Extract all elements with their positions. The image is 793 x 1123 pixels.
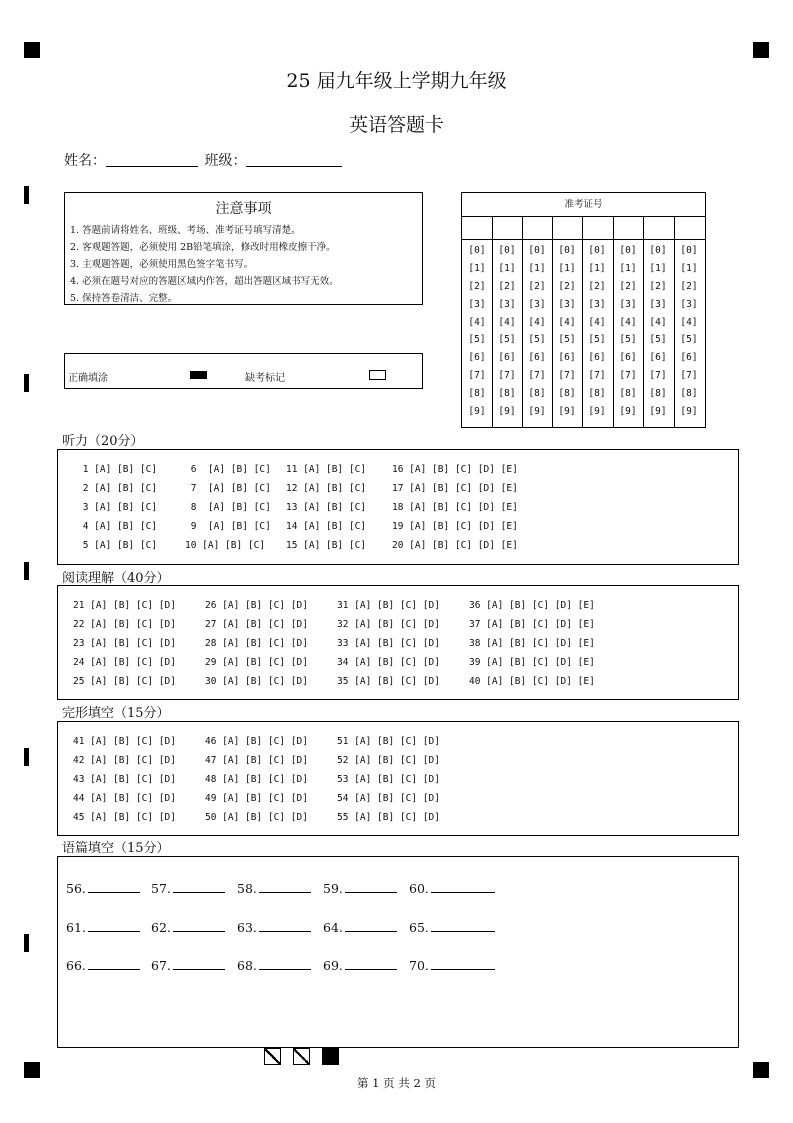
blank-number: 57. [151, 881, 171, 896]
blank-line[interactable] [173, 931, 225, 932]
admission-digit-bubble[interactable]: [3] [680, 298, 698, 310]
notice-item: 5. 保持答卷清洁、完整。 [70, 293, 178, 304]
admission-digit-bubble[interactable]: [8] [468, 388, 486, 400]
admission-digit-bubble[interactable]: [2] [619, 280, 637, 292]
answer-row[interactable]: 55 [A] [B] [C] [D] [337, 812, 440, 823]
blank-line[interactable] [88, 892, 140, 893]
admission-digit-bubble[interactable]: [0] [468, 245, 486, 256]
fill-blank[interactable] [151, 881, 225, 896]
admission-digit-bubble[interactable]: [2] [649, 280, 667, 292]
name-label: 姓名： [64, 153, 106, 169]
admission-digit-bubble[interactable]: [3] [558, 298, 576, 310]
admission-digit-bubble[interactable]: [9] [498, 406, 516, 418]
admission-digit-bubble[interactable]: [0] [588, 245, 606, 256]
answer-row[interactable]: 24 [A] [B] [C] [D] [73, 657, 176, 668]
answer-row[interactable]: 47 [A] [B] [C] [D] [205, 755, 308, 766]
correct-fill-label: 正确填涂 [68, 373, 108, 384]
blank-line[interactable] [345, 969, 397, 970]
corner-mark-top-right [753, 42, 769, 58]
answer-row[interactable]: 43 [A] [B] [C] [D] [73, 774, 176, 785]
class-field[interactable] [246, 152, 342, 167]
cloze-box [57, 721, 739, 836]
blank-number: 67. [151, 958, 171, 973]
answer-row[interactable]: 7 [A] [B] [C] [185, 483, 271, 494]
admission-digit-column [643, 242, 673, 427]
answer-row[interactable]: 48 [A] [B] [C] [D] [205, 774, 308, 785]
answer-row[interactable]: 38 [A] [B] [C] [D] [E] [469, 638, 595, 649]
admission-digit-bubble[interactable]: [6] [498, 352, 516, 364]
passage-label: 语篇填空（15分） [62, 841, 170, 856]
passage-box [57, 856, 739, 1048]
admission-title: 准考证号 [462, 193, 705, 217]
blank-number: 70. [409, 958, 429, 973]
admission-digit-column [522, 242, 552, 427]
admission-digit-bubble[interactable]: [5] [558, 334, 576, 346]
fill-blank[interactable] [409, 958, 495, 973]
correct-fill-sample [190, 371, 207, 379]
admission-digit-bubble[interactable]: [2] [588, 280, 606, 292]
reading-label: 阅读理解（40分） [62, 571, 170, 586]
admission-digit-bubble[interactable]: [7] [468, 370, 486, 382]
answer-row[interactable]: 54 [A] [B] [C] [D] [337, 793, 440, 804]
answer-row[interactable]: 15 [A] [B] [C] [286, 540, 367, 551]
admission-digit-column [582, 242, 612, 427]
listening-col [286, 460, 366, 555]
blank-line[interactable] [259, 892, 311, 893]
admission-digit-bubble[interactable]: [3] [468, 298, 486, 310]
admission-digit-bubble[interactable]: [5] [619, 334, 637, 346]
admission-digit-bubble[interactable]: [0] [558, 245, 576, 256]
blank-number: 58. [237, 881, 257, 896]
answer-row[interactable]: 53 [A] [B] [C] [D] [337, 774, 440, 785]
blank-line[interactable] [431, 892, 495, 893]
admission-digit-bubble[interactable]: [2] [498, 280, 516, 292]
answer-row[interactable]: 21 [A] [B] [C] [D] [73, 600, 176, 611]
fill-blank[interactable] [151, 958, 225, 973]
admission-digit-bubble[interactable]: [9] [649, 406, 667, 418]
admission-digit-column [613, 242, 643, 427]
fill-blank[interactable] [237, 920, 311, 935]
admission-digit-bubble[interactable]: [8] [498, 388, 516, 400]
timing-mark [24, 748, 29, 766]
admission-digit-bubble[interactable]: [2] [558, 280, 576, 292]
admission-digit-bubble[interactable]: [9] [558, 406, 576, 418]
absent-mark-label: 缺考标记 [245, 373, 285, 384]
timing-mark [24, 186, 29, 204]
cloze-col [73, 732, 176, 827]
admission-digit-bubble[interactable]: [8] [558, 388, 576, 400]
blank-number: 63. [237, 920, 257, 935]
admission-digit-bubble[interactable]: [5] [528, 334, 546, 346]
admission-digit-bubble[interactable]: [1] [528, 262, 546, 274]
answer-row[interactable]: 27 [A] [B] [C] [D] [205, 619, 308, 630]
name-class-row [64, 150, 342, 170]
answer-row[interactable]: 37 [A] [B] [C] [D] [E] [469, 619, 595, 630]
admission-digit-bubble[interactable]: [3] [649, 298, 667, 310]
admission-digit-bubble[interactable]: [3] [528, 298, 546, 310]
answer-row[interactable]: 1 [A] [B] [C] [77, 464, 158, 475]
admission-digit-bubble[interactable]: [5] [498, 334, 516, 346]
admission-digit-bubble[interactable]: [7] [528, 370, 546, 382]
blank-line[interactable] [173, 969, 225, 970]
blank-number: 60. [409, 881, 429, 896]
admission-digit-bubble[interactable]: [4] [558, 316, 576, 328]
admission-digit-bubble[interactable]: [9] [619, 406, 637, 418]
blank-number: 69. [323, 958, 343, 973]
reading-col [205, 596, 308, 691]
admission-digit-bubble[interactable]: [0] [649, 245, 667, 256]
admission-digit-bubble[interactable]: [1] [468, 262, 486, 274]
admission-digit-bubble[interactable]: [4] [619, 316, 637, 328]
admission-digit-bubble[interactable]: [9] [588, 406, 606, 418]
blank-line[interactable] [431, 931, 495, 932]
notice-item: 4. 必须在题号对应的答题区域内作答，超出答题区域书写无效。 [70, 276, 339, 287]
admission-digit-bubble[interactable]: [5] [680, 334, 698, 346]
answer-row[interactable]: 16 [A] [B] [C] [D] [E] [392, 464, 518, 475]
fill-blank[interactable] [323, 881, 397, 896]
cloze-col [205, 732, 308, 827]
answer-row[interactable]: 49 [A] [B] [C] [D] [205, 793, 308, 804]
admission-digit-bubble[interactable]: [6] [528, 352, 546, 364]
answer-row[interactable]: 32 [A] [B] [C] [D] [337, 619, 440, 630]
admission-digit-bubble[interactable]: [5] [588, 334, 606, 346]
admission-digit-bubble[interactable]: [6] [619, 352, 637, 364]
admission-digit-bubble[interactable]: [4] [468, 316, 486, 328]
notice-item: 3. 主观题答题，必须使用黑色签字笔书写。 [70, 259, 254, 270]
answer-row[interactable]: 33 [A] [B] [C] [D] [337, 638, 440, 649]
answer-row[interactable]: 17 [A] [B] [C] [D] [E] [392, 483, 518, 494]
reading-col [73, 596, 176, 691]
admission-digit-bubble[interactable]: [6] [588, 352, 606, 364]
admission-digit-bubble[interactable]: [4] [680, 316, 698, 328]
blank-number: 66. [66, 958, 86, 973]
admission-digit-bubble[interactable]: [1] [498, 262, 516, 274]
admission-digit-bubble[interactable]: [9] [680, 406, 698, 418]
admission-digit-bubble[interactable]: [7] [619, 370, 637, 382]
fill-blank[interactable] [323, 958, 397, 973]
answer-row[interactable]: 10 [A] [B] [C] [185, 540, 266, 551]
admission-digit-bubble[interactable]: [6] [649, 352, 667, 364]
legend-box [64, 353, 423, 389]
admission-digit-column [492, 242, 522, 427]
fill-blank[interactable] [151, 920, 225, 935]
admission-digit-bubble[interactable]: [8] [649, 388, 667, 400]
fill-blank[interactable] [66, 958, 140, 973]
admission-digit-bubble[interactable]: [6] [558, 352, 576, 364]
answer-row[interactable]: 23 [A] [B] [C] [D] [73, 638, 176, 649]
class-label: 班级： [204, 153, 247, 169]
reading-box [57, 585, 739, 700]
notice-title: 注意事项 [215, 201, 272, 217]
admission-number-grid [461, 192, 706, 428]
answer-row[interactable]: 14 [A] [B] [C] [286, 521, 367, 532]
answer-row[interactable]: 13 [A] [B] [C] [286, 502, 367, 513]
blank-line[interactable] [431, 969, 495, 970]
answer-row[interactable]: 25 [A] [B] [C] [D] [73, 676, 176, 687]
answer-row[interactable]: 40 [A] [B] [C] [D] [E] [469, 676, 595, 687]
admission-digit-bubble[interactable]: [8] [588, 388, 606, 400]
blank-number: 59. [323, 881, 343, 896]
answer-row[interactable]: 20 [A] [B] [C] [D] [E] [392, 540, 518, 551]
admission-digit-bubble[interactable]: [5] [649, 334, 667, 346]
answer-row[interactable]: 26 [A] [B] [C] [D] [205, 600, 308, 611]
admission-digit-bubble[interactable]: [2] [680, 280, 698, 292]
admission-digit-bubble[interactable]: [0] [528, 245, 546, 256]
fill-blank[interactable] [409, 920, 495, 935]
blank-number: 56. [66, 881, 86, 896]
answer-row[interactable]: 31 [A] [B] [C] [D] [337, 600, 440, 611]
answer-row[interactable]: 35 [A] [B] [C] [D] [337, 676, 440, 687]
admission-digit-bubble[interactable]: [7] [498, 370, 516, 382]
timing-mark [24, 934, 29, 952]
answer-row[interactable]: 6 [A] [B] [C] [185, 464, 271, 475]
fill-blank[interactable] [66, 920, 140, 935]
page-mark-hatched [264, 1048, 281, 1065]
blank-number: 64. [323, 920, 343, 935]
blank-line[interactable] [88, 931, 140, 932]
admission-digit-column [674, 242, 704, 427]
blank-line[interactable] [259, 969, 311, 970]
admission-digit-bubble[interactable]: [1] [619, 262, 637, 274]
timing-mark [24, 374, 29, 392]
listening-box [57, 449, 739, 565]
notice-item: 1. 答题前请将姓名、班级、考场、准考证号填写清楚。 [70, 225, 301, 236]
fill-blank[interactable] [237, 958, 311, 973]
absent-mark-checkbox[interactable] [369, 370, 386, 380]
fill-blank[interactable] [66, 881, 140, 896]
notice-item: 2. 客观题答题，必须使用 2B铅笔填涂，修改时用橡皮擦干净。 [70, 242, 336, 253]
admission-digit-bubble[interactable]: [7] [588, 370, 606, 382]
answer-row[interactable]: 34 [A] [B] [C] [D] [337, 657, 440, 668]
card-title: 英语答题卡 [348, 114, 444, 136]
admission-digit-column [552, 242, 582, 427]
admission-digit-bubble[interactable]: [1] [680, 262, 698, 274]
timing-mark [24, 562, 29, 580]
blank-number: 65. [409, 920, 429, 935]
answer-row[interactable]: 52 [A] [B] [C] [D] [337, 755, 440, 766]
answer-row[interactable]: 45 [A] [B] [C] [D] [73, 812, 176, 823]
reading-col [337, 596, 440, 691]
admission-digit-bubble[interactable]: [1] [558, 262, 576, 274]
admission-digit-bubble[interactable]: [4] [498, 316, 516, 328]
admission-digit-bubble[interactable]: [6] [680, 352, 698, 364]
answer-row[interactable]: 3 [A] [B] [C] [77, 502, 158, 513]
blank-number: 61. [66, 920, 86, 935]
admission-digit-bubble[interactable]: [0] [619, 245, 637, 256]
corner-mark-top-left [24, 42, 40, 58]
admission-digit-column [462, 242, 492, 427]
answer-row[interactable]: 29 [A] [B] [C] [D] [205, 657, 308, 668]
page-mark-hatched [293, 1048, 310, 1065]
fill-blank[interactable] [237, 881, 311, 896]
admission-digit-bubble[interactable]: [4] [588, 316, 606, 328]
answer-row[interactable]: 30 [A] [B] [C] [D] [205, 676, 308, 687]
admission-digit-bubble[interactable]: [2] [468, 280, 486, 292]
listening-label: 听力（20分） [62, 434, 144, 449]
answer-row[interactable]: 46 [A] [B] [C] [D] [205, 736, 308, 747]
blank-line[interactable] [88, 969, 140, 970]
answer-row[interactable]: 18 [A] [B] [C] [D] [E] [392, 502, 518, 513]
admission-digit-bubble[interactable]: [3] [588, 298, 606, 310]
cloze-col [337, 732, 440, 827]
page-number: 第 1 页 共 2 页 [357, 1076, 436, 1090]
answer-row[interactable]: 4 [A] [B] [C] [77, 521, 158, 532]
admission-digit-bubble[interactable]: [9] [528, 406, 546, 418]
answer-row[interactable]: 11 [A] [B] [C] [286, 464, 367, 475]
admission-digit-bubble[interactable]: [3] [498, 298, 516, 310]
blank-number: 62. [151, 920, 171, 935]
answer-row[interactable]: 12 [A] [B] [C] [286, 483, 367, 494]
answer-row[interactable]: 39 [A] [B] [C] [D] [E] [469, 657, 595, 668]
listening-col [185, 460, 271, 555]
exam-title: 25 届九年级上学期九年级 [286, 70, 507, 92]
notice-box [64, 192, 423, 305]
answer-row[interactable]: 5 [A] [B] [C] [77, 540, 158, 551]
admission-digit-bubble[interactable]: [6] [468, 352, 486, 364]
answer-row[interactable]: 19 [A] [B] [C] [D] [E] [392, 521, 518, 532]
blank-line[interactable] [173, 892, 225, 893]
answer-row[interactable]: 9 [A] [B] [C] [185, 521, 271, 532]
admission-digit-bubble[interactable]: [7] [680, 370, 698, 382]
listening-col [77, 460, 157, 555]
name-field[interactable] [106, 152, 198, 167]
admission-digit-bubble[interactable]: [9] [468, 406, 486, 418]
blank-line[interactable] [345, 931, 397, 932]
answer-row[interactable]: 41 [A] [B] [C] [D] [73, 736, 176, 747]
admission-digit-bubble[interactable]: [1] [649, 262, 667, 274]
answer-row[interactable]: 50 [A] [B] [C] [D] [205, 812, 308, 823]
answer-row[interactable]: 44 [A] [B] [C] [D] [73, 793, 176, 804]
admission-digit-bubble[interactable]: [5] [468, 334, 486, 346]
admission-digit-bubble[interactable]: [8] [619, 388, 637, 400]
listening-col [392, 460, 518, 555]
answer-row[interactable]: 51 [A] [B] [C] [D] [337, 736, 440, 747]
admission-digit-bubble[interactable]: [8] [680, 388, 698, 400]
blank-number: 68. [237, 958, 257, 973]
blank-line[interactable] [259, 931, 311, 932]
page-mark-filled [322, 1048, 339, 1065]
admission-digit-bubble[interactable]: [3] [619, 298, 637, 310]
admission-digit-bubble[interactable]: [1] [588, 262, 606, 274]
admission-digit-bubble[interactable]: [8] [528, 388, 546, 400]
answer-row[interactable]: 42 [A] [B] [C] [D] [73, 755, 176, 766]
answer-row[interactable]: 28 [A] [B] [C] [D] [205, 638, 308, 649]
reading-col [469, 596, 595, 691]
admission-digit-bubble[interactable]: [7] [558, 370, 576, 382]
cloze-label: 完形填空（15分） [62, 706, 170, 721]
answer-row[interactable]: 22 [A] [B] [C] [D] [73, 619, 176, 630]
admission-digit-bubble[interactable]: [2] [528, 280, 546, 292]
answer-row[interactable]: 2 [A] [B] [C] [77, 483, 158, 494]
admission-digit-bubble[interactable]: [0] [680, 245, 698, 256]
blank-line[interactable] [345, 892, 397, 893]
answer-row[interactable]: 36 [A] [B] [C] [D] [E] [469, 600, 595, 611]
admission-digit-bubble[interactable]: [7] [649, 370, 667, 382]
admission-digit-bubble[interactable]: [4] [649, 316, 667, 328]
fill-blank[interactable] [409, 881, 495, 896]
fill-blank[interactable] [323, 920, 397, 935]
answer-row[interactable]: 8 [A] [B] [C] [185, 502, 271, 513]
admission-digit-bubble[interactable]: [0] [498, 245, 516, 256]
admission-digit-bubble[interactable]: [4] [528, 316, 546, 328]
